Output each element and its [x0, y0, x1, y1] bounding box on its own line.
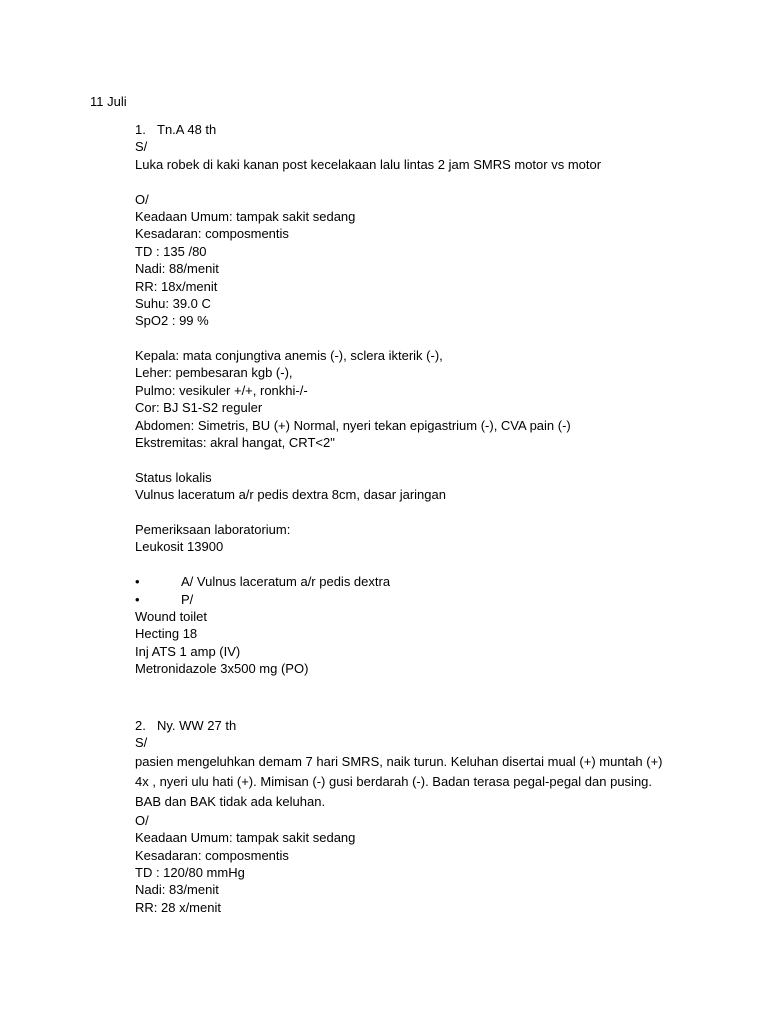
patient-1-exam-abdomen: Abdomen: Simetris, BU (+) Normal, nyeri tekan epigastrium (-), CVA pain (-)	[135, 417, 571, 433]
patient-1-exam-extremities: Ekstremitas: akral hangat, CRT<2"	[135, 435, 335, 451]
note-date: 11 Juli	[90, 94, 127, 109]
patient-1-name: Tn.A 48 th	[157, 122, 217, 137]
patient-1-lab-text: Leukosit 13900	[135, 539, 224, 555]
patient-1-exam-neck: Leher: pembesaran kgb (-),	[135, 365, 293, 381]
patient-1-vital-temp: Suhu: 39.0 C	[135, 295, 211, 311]
patient-2-objective-label: O/	[135, 812, 149, 828]
spacer	[135, 556, 735, 573]
patient-2-vital-rr: RR: 28 x/menit	[135, 899, 221, 915]
patient-2-vital-pulse: Nadi: 83/menit	[135, 882, 219, 898]
patient-1-section	[135, 121, 735, 678]
patient-2-vital-general: Keadaan Umum: tampak sakit sedang	[135, 830, 356, 846]
patient-1-plan-row	[135, 591, 735, 608]
patient-1-exam-head: Kepala: mata conjungtiva anemis (-), sclera ikterik (-),	[135, 348, 443, 364]
patient-1-vital-consciousness: Kesadaran: composmentis	[135, 226, 289, 242]
patient-1-status-text: Vulnus laceratum a/r pedis dextra 8cm, dasar jaringan	[135, 487, 446, 503]
patient-1-exam-cor: Cor: BJ S1-S2 reguler	[135, 400, 263, 416]
patient-1-number: 1.	[135, 122, 146, 137]
patient-1-assessment-row	[135, 573, 735, 590]
spacer	[135, 330, 735, 347]
patient-1-subjective-label: S/	[135, 139, 148, 155]
patient-2-vital-bp: TD : 120/80 mmHg	[135, 864, 245, 880]
patient-1-objective-label: O/	[135, 191, 149, 207]
patient-1-vital-spo2: SpO2 : 99 %	[135, 313, 209, 329]
patient-1-subjective-text: Luka robek di kaki kanan post kecelakaan lalu lintas 2 jam SMRS motor vs motor	[135, 156, 602, 172]
patient-2-name: Ny. WW 27 th	[157, 718, 237, 733]
spacer	[135, 173, 735, 190]
patient-1-exam-pulmo: Pulmo: vesikuler +/+, ronkhi-/-	[135, 382, 308, 398]
patient-1-vital-general: Keadaan Umum: tampak sakit sedang	[135, 208, 356, 224]
patient-1-lab-label: Pemeriksaan laboratorium:	[135, 521, 291, 537]
patient-2-vital-consciousness: Kesadaran: composmentis	[135, 847, 289, 863]
spacer	[135, 451, 735, 468]
patient-2-section	[135, 717, 735, 916]
patient-1-plan-item: Hecting 18	[135, 626, 198, 642]
bullet-icon: •	[135, 574, 140, 590]
patient-1-plan-item: Metronidazole 3x500 mg (PO)	[135, 661, 309, 677]
patient-1-plan-label: P/	[181, 591, 194, 607]
patient-1-vital-rr: RR: 18x/menit	[135, 278, 218, 294]
patient-1-plan-item: Wound toilet	[135, 608, 208, 624]
patient-1-assessment: A/ Vulnus laceratum a/r pedis dextra	[181, 574, 391, 590]
spacer	[135, 504, 735, 521]
patient-2-subjective-label: S/	[135, 735, 148, 751]
patient-1-vital-bp: TD : 135 /80	[135, 243, 207, 259]
patient-2-header	[135, 717, 735, 734]
patient-1-vital-pulse: Nadi: 88/menit	[135, 261, 219, 277]
patient-1-header	[135, 121, 735, 138]
patient-1-plan-item: Inj ATS 1 amp (IV)	[135, 643, 241, 659]
patient-1-status-label: Status lokalis	[135, 469, 212, 485]
patient-2-number: 2.	[135, 718, 146, 733]
patient-2-subjective-text: pasien mengeluhkan demam 7 hari SMRS, naik turun. Keluhan disertai mual (+) muntah (+) 4x , nyeri ulu hati (+). Mimisan (-) gusi berdarah (-). Badan terasa pegal-pegal dan pusing. BAB dan BAK tidak ada keluhan.	[135, 753, 663, 809]
bullet-icon: •	[135, 591, 140, 607]
